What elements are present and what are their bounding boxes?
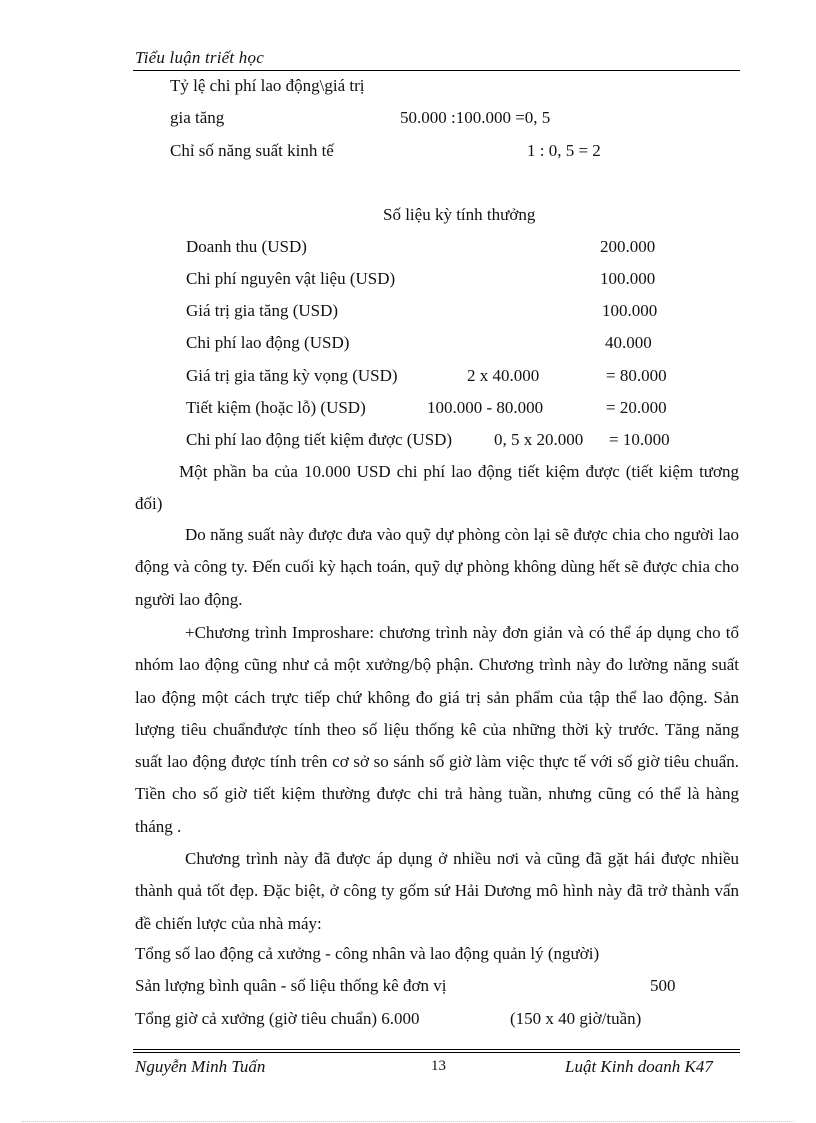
table-row-label: Chi phí nguyên vật liệu (USD) [186,269,396,288]
ratio-label-line2: gia tăng [170,108,225,127]
table-row-value: = 20.000 [606,398,667,417]
footer-author: Nguyễn Minh Tuấn [135,1057,266,1076]
paragraph-improshare: +Chương trình Improshare: chương trình này đơn giản và có thể áp dụng cho tổ nhóm lao động cũng như cả một xưởng/bộ phận. Chương trình này đo lường năng suất lao động một cách trực tiếp chứ không đo giá trị sản phẩm của tập thể lao động. Sản lượng tiêu chuẩnđược tính theo số liệu thống kê của những thời kỳ trước. Tăng năng suất lao động được tính trên cơ sở so sánh số giờ làm việc thực tế với số giờ tiêu chuẩn. Tiền cho số giờ tiết kiệm thường được chi trả hàng tuần, nhưng cũng có thể là hàng tháng . [135,623,739,836]
table-title: Số liệu kỳ tính thưởng [383,205,536,224]
ratio-calc: 50.000 :100.000 =0, 5 [400,108,551,127]
footer-rule-top [133,1049,740,1050]
stat-total-hours-label: Tổng giờ cả xưởng (giờ tiêu chuẩn) 6.000 [135,1009,420,1028]
table-row-value: 200.000 [600,237,656,256]
index-calc: 1 : 0, 5 = 2 [527,141,601,160]
stat-average-output-label: Sản lượng bình quân - số liệu thống kê đơn vị [135,976,447,995]
table-row-label: Giá trị gia tăng kỳ vọng (USD) [186,366,398,385]
stat-total-workers: Tổng số lao động cả xưởng - công nhân và lao động quản lý (người) [135,944,600,963]
footer-page-number: 13 [431,1058,446,1074]
table-row-label: Doanh thu (USD) [186,237,307,256]
table-row-value: = 10.000 [609,430,670,449]
table-row-value: 100.000 [600,269,656,288]
table-row-value: = 80.000 [606,366,667,385]
table-row-formula: 100.000 - 80.000 [427,398,544,417]
paragraph-reserve-fund: Do năng suất này được đưa vào quỹ dự phòng còn lại sẽ được chia cho người lao động và công ty. Đến cuối kỳ hạch toán, quỹ dự phòng không dùng hết sẽ được chia cho người lao động. [135,525,739,609]
header-rule [133,70,740,71]
table-row-label: Chi phí lao động tiết kiệm được (USD) [186,430,453,449]
footer-rule-bottom [133,1052,740,1053]
table-row-formula: 0, 5 x 20.000 [494,430,584,449]
stat-total-hours-note: (150 x 40 giờ/tuần) [510,1009,642,1028]
paragraph-application: Chương trình này đã được áp dụng ở nhiều nơi và cũng đã gặt hái được nhiều thành quả tốt đẹp. Đặc biệt, ở công ty gốm sứ Hải Dương mô hình này đã trở thành vấn đề chiến lược của nhà máy: [135,849,739,933]
ratio-label-line1: Tỷ lệ chi phí lao động\giá trị [170,76,365,95]
index-label: Chỉ số năng suất kinh tế [170,141,334,160]
page-edge-divider [22,1121,794,1122]
table-row-formula: 2 x 40.000 [467,366,540,385]
stat-average-output-value: 500 [650,976,676,995]
table-row-value: 100.000 [602,301,658,320]
table-row-value: 40.000 [605,333,652,352]
header-title: Tiểu luận triết học [135,48,264,67]
table-row-label: Tiết kiệm (hoặc lỗ) (USD) [186,398,366,417]
paragraph-savings-share: Một phần ba của 10.000 USD chi phí lao động tiết kiệm được (tiết kiệm tương đối) [135,462,739,514]
footer-course: Luật Kinh doanh K47 [565,1057,713,1076]
table-row-label: Giá trị gia tăng (USD) [186,301,339,320]
table-row-label: Chi phí lao động (USD) [186,333,350,352]
